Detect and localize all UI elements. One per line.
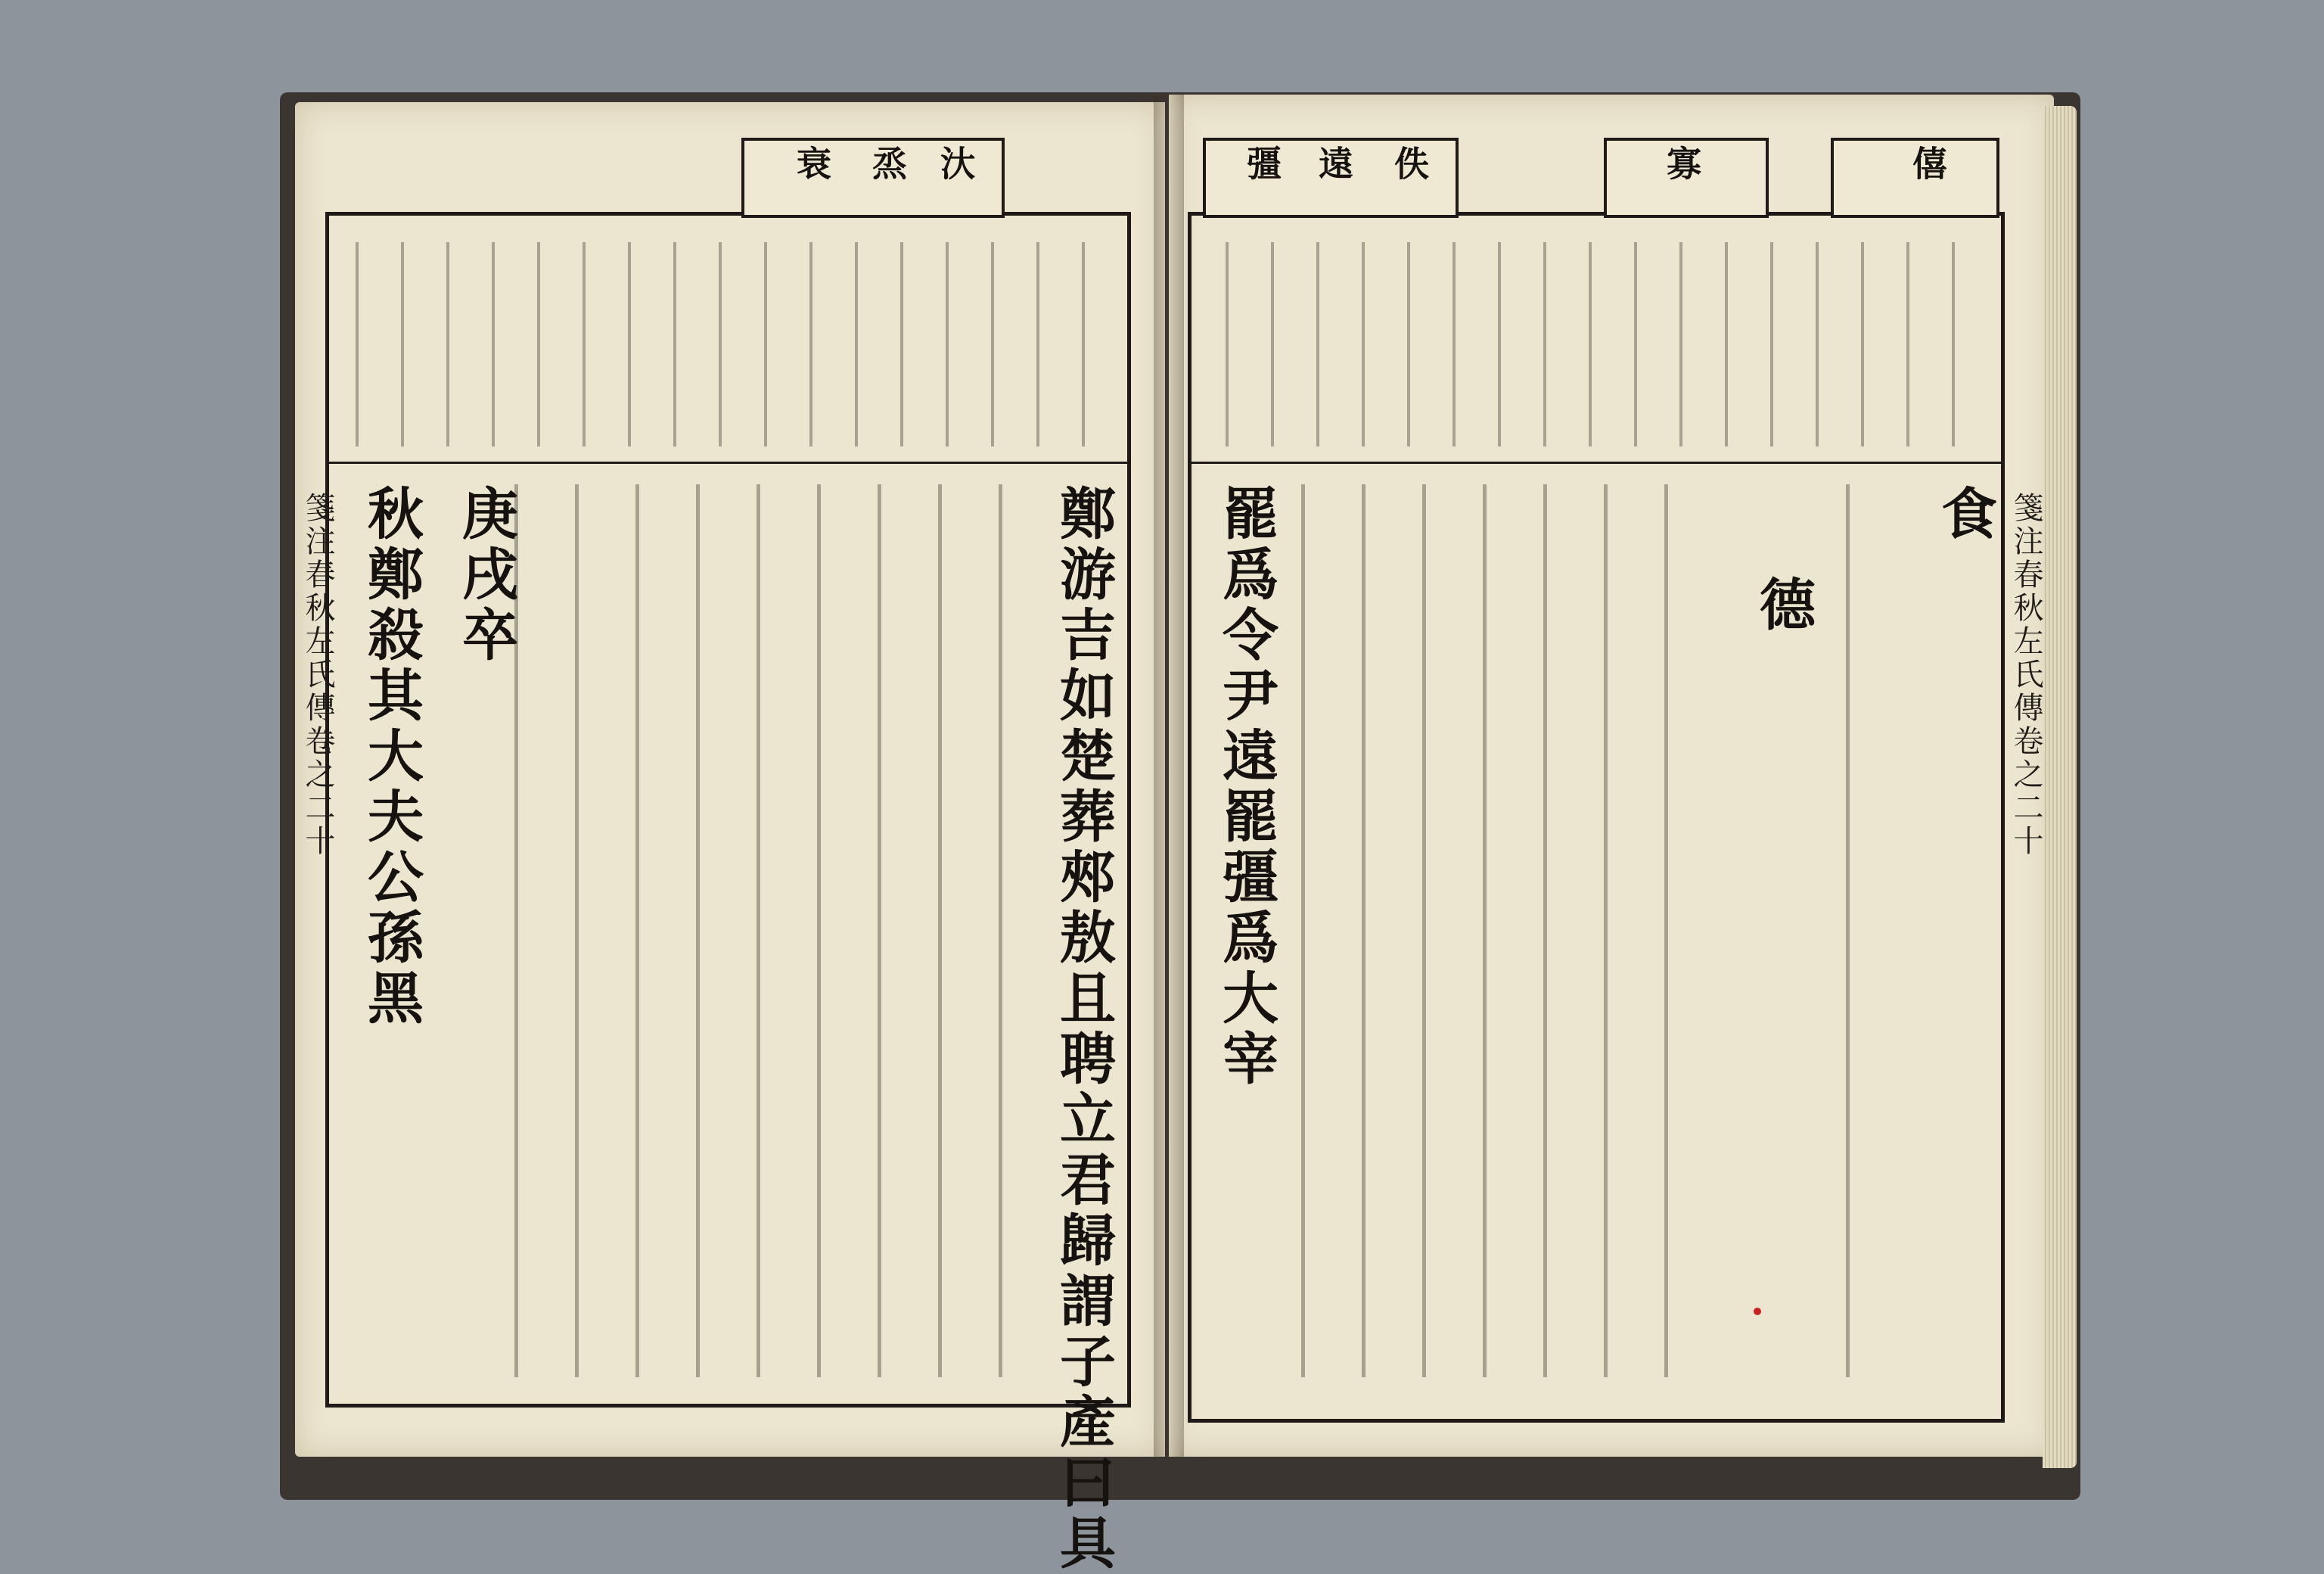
annotation-line xyxy=(583,242,586,446)
text-column xyxy=(757,484,760,1377)
text-column xyxy=(938,484,942,1377)
text-column xyxy=(999,484,1002,1377)
annotation-line xyxy=(1952,242,1955,446)
left-column-3: 秋鄭殺其大夫公孫黑 xyxy=(359,484,424,1029)
annotation-line xyxy=(1082,242,1085,446)
text-column xyxy=(1483,484,1487,1377)
text-column xyxy=(878,484,881,1377)
text-column xyxy=(635,484,639,1377)
right-column-3: 罷爲令尹遠罷彊爲大宰 xyxy=(1213,484,1279,1090)
annotation-line xyxy=(1452,242,1456,446)
annotation-line xyxy=(764,242,767,446)
right-fold-strip: 箋注春秋左氏傳卷之二十 xyxy=(2009,492,2043,858)
annotation-line xyxy=(1036,242,1039,446)
annotation-line xyxy=(1589,242,1592,446)
annotation-line xyxy=(1316,242,1319,446)
annotation-line xyxy=(1634,242,1637,446)
annotation-line xyxy=(855,242,858,446)
right-column-2: 德 xyxy=(1751,575,1816,636)
right-annotation-band xyxy=(1188,462,2005,464)
text-column xyxy=(1422,484,1426,1377)
left-column-2: 庚戌卒 xyxy=(453,484,518,666)
annotation-line xyxy=(401,242,404,446)
right-header-char-5: 彊 xyxy=(1241,145,1282,185)
annotation-line xyxy=(1407,242,1410,446)
left-column-1: 鄭游吉如楚葬郟敖且聘立君歸謂子產曰具 xyxy=(1051,484,1116,1574)
annotation-line xyxy=(1770,242,1773,446)
annotation-line xyxy=(719,242,722,446)
right-column-1: 食 xyxy=(1932,484,1997,545)
text-column xyxy=(1362,484,1366,1377)
annotation-line xyxy=(1543,242,1546,446)
text-column xyxy=(575,484,579,1377)
right-header-char-3: 佚 xyxy=(1389,145,1430,185)
left-annotation-band xyxy=(325,462,1131,464)
annotation-line xyxy=(1679,242,1682,446)
left-fold-strip: 箋注春秋左氏傳卷之二十 xyxy=(300,492,335,858)
annotation-line xyxy=(537,242,540,446)
annotation-line xyxy=(492,242,495,446)
text-column xyxy=(514,484,518,1377)
left-header-char-2: 烝 xyxy=(867,145,908,185)
annotation-line xyxy=(1906,242,1909,446)
left-header-char-3: 衰 xyxy=(791,145,832,185)
annotation-line xyxy=(1226,242,1229,446)
text-column xyxy=(1543,484,1547,1377)
annotation-line xyxy=(991,242,994,446)
annotation-line xyxy=(628,242,631,446)
left-header-char-1: 汏 xyxy=(935,145,976,185)
right-header-char-4: 遠 xyxy=(1313,145,1354,185)
text-column xyxy=(1301,484,1305,1377)
right-header-char-2: 寡 xyxy=(1661,145,1702,185)
annotation-line xyxy=(1362,242,1365,446)
right-header-char-1: 僖 xyxy=(1907,145,1948,185)
text-column xyxy=(696,484,700,1377)
annotation-line xyxy=(446,242,449,446)
red-ink-mark xyxy=(1754,1308,1761,1315)
annotation-line xyxy=(1861,242,1864,446)
text-column xyxy=(1846,484,1850,1377)
annotation-line xyxy=(356,242,359,446)
text-column xyxy=(1604,484,1608,1377)
right-page-frame xyxy=(1188,212,2005,1423)
text-column xyxy=(817,484,821,1377)
annotation-line xyxy=(809,242,812,446)
annotation-line xyxy=(946,242,949,446)
annotation-line xyxy=(673,242,676,446)
annotation-line xyxy=(900,242,903,446)
annotation-line xyxy=(1498,242,1501,446)
book-gutter xyxy=(1154,95,1184,1457)
annotation-line xyxy=(1271,242,1274,446)
annotation-line xyxy=(1725,242,1728,446)
annotation-line xyxy=(1816,242,1819,446)
text-column xyxy=(1664,484,1668,1377)
